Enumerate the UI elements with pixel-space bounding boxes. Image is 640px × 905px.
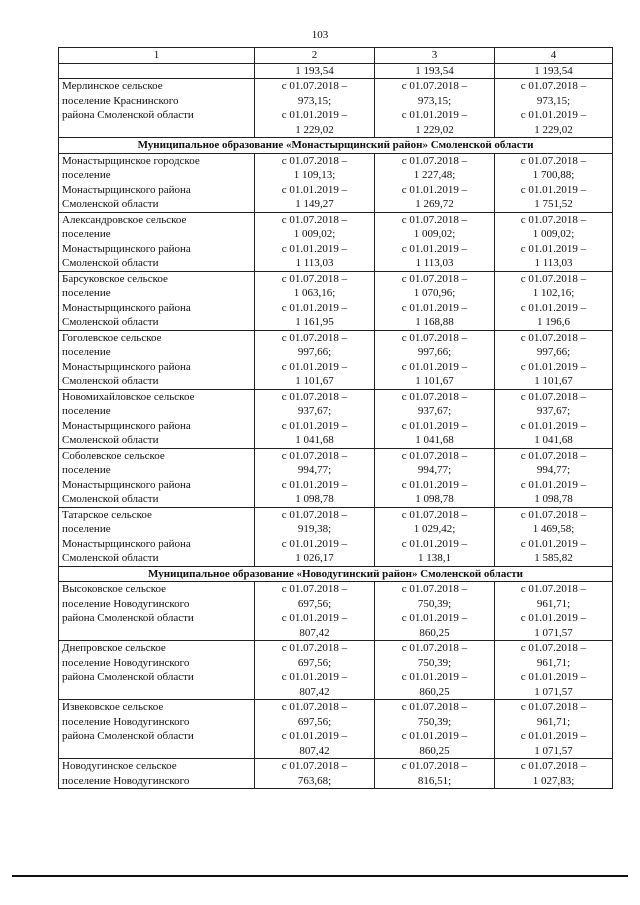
cell-line: с 01.01.2019 –	[520, 242, 587, 255]
cell-line: 1 161,95	[295, 316, 334, 328]
cell-line: с 01.01.2019 –	[281, 730, 348, 742]
cell-line: 973,15;	[417, 94, 452, 107]
cell-line: поселение	[62, 228, 111, 240]
cell-line: поселение Краснинского	[62, 94, 179, 107]
cell-line: 1 113,03	[534, 257, 573, 269]
tariff-value	[255, 582, 375, 641]
cell-line: с 01.01.2019 –	[281, 537, 348, 550]
cell-line: Мерлинское сельское	[62, 80, 163, 92]
cell-line: с 01.01.2019 –	[401, 183, 468, 196]
cell-line: с 01.01.2019 –	[401, 730, 468, 742]
cell-line: Днепровское сельское	[62, 642, 166, 654]
cell-line: района Смоленской области	[62, 671, 194, 683]
tariff-value	[495, 641, 613, 700]
cell-line: Извековское сельское	[62, 701, 164, 713]
cell-line: Монастырщинского района	[62, 537, 191, 550]
cell-line: с 01.07.2018 –	[520, 701, 587, 713]
cell-line: 1 098,78	[415, 493, 454, 505]
cell-line: 1 071,57	[534, 685, 573, 698]
cell-line: Монастырщинского района	[62, 360, 191, 373]
cell-line: с 01.07.2018 –	[281, 760, 348, 772]
column-number: 3	[375, 48, 495, 64]
cell-line: 1 229,02	[534, 123, 573, 136]
cell-line: с 01.01.2019 –	[281, 360, 348, 373]
cell-line: 1 101,67	[534, 375, 573, 387]
section-header-row	[59, 566, 613, 582]
tariff-value	[375, 212, 495, 271]
table-row	[59, 212, 613, 271]
cell-line: с 01.07.2018 –	[281, 701, 348, 713]
cell-line: с 01.07.2018 –	[520, 80, 587, 92]
cell-line: с 01.01.2019 –	[281, 109, 348, 121]
cell-line: поселение	[62, 523, 111, 535]
cell-line: с 01.07.2018 –	[520, 583, 587, 595]
settlement-name	[59, 759, 255, 789]
cell-line: поселение Новодугинского	[62, 656, 190, 669]
cell-line: 919,38;	[297, 523, 332, 535]
tariff-value	[375, 271, 495, 330]
cell-line: Александровское сельское	[62, 213, 187, 226]
tariff-value	[495, 212, 613, 271]
cell-line: с 01.01.2019 –	[520, 360, 587, 373]
cell-line: с 01.01.2019 –	[401, 242, 468, 255]
cell-line: с 01.07.2018 –	[401, 760, 468, 772]
cell-line: с 01.07.2018 –	[520, 760, 587, 772]
tariff-value	[495, 271, 613, 330]
table-row	[59, 641, 613, 700]
tariff-value	[375, 507, 495, 566]
tariff-value	[255, 330, 375, 389]
tariff-value	[255, 507, 375, 566]
cell-line: Новомихайловское сельское	[62, 390, 195, 403]
cell-line: с 01.01.2019 –	[401, 478, 468, 491]
tariff-value	[375, 582, 495, 641]
cell-line: 816,51;	[417, 774, 452, 787]
tariff-value	[255, 759, 375, 789]
tariff-value	[375, 79, 495, 138]
cell-line: с 01.07.2018 –	[281, 583, 348, 595]
cell-line: Татарское сельское	[62, 508, 152, 521]
cell-line: 1 227,48;	[413, 169, 456, 181]
bottom-rule	[12, 875, 628, 877]
cell-line: поселение Новодугинского	[62, 597, 190, 610]
cell-line: с 01.07.2018 –	[401, 583, 468, 595]
continuation-row	[59, 63, 613, 79]
cell-line: с 01.07.2018 –	[281, 642, 348, 654]
page-number: 103	[311, 29, 329, 41]
cell-line: 1 700,88;	[532, 169, 575, 181]
cell-line: с 01.01.2019 –	[520, 301, 587, 314]
table-row	[59, 389, 613, 448]
cell-line: с 01.07.2018 –	[520, 213, 587, 226]
cell-line: 860,25	[419, 685, 450, 698]
cell-line: 697,56;	[297, 715, 332, 728]
cell-line: поселение	[62, 287, 111, 299]
name-cell	[59, 63, 255, 79]
value-cell: 1 193,54	[375, 63, 495, 79]
cell-line: Монастырщинское городское	[62, 154, 200, 167]
value-cell: 1 193,54	[495, 63, 613, 79]
cell-line: 937,67;	[536, 405, 571, 417]
cell-line: с 01.07.2018 –	[401, 642, 468, 654]
tariff-value	[375, 389, 495, 448]
tariff-value	[495, 153, 613, 212]
cell-line: с 01.01.2019 –	[401, 537, 468, 550]
cell-line: с 01.07.2018 –	[281, 80, 348, 92]
cell-line: Монастырщинского района	[62, 242, 191, 255]
tariff-value	[255, 153, 375, 212]
cell-line: с 01.01.2019 –	[520, 537, 587, 550]
cell-line: с 01.01.2019 –	[401, 671, 468, 683]
cell-line: с 01.07.2018 –	[401, 213, 468, 226]
cell-line: с 01.01.2019 –	[281, 183, 348, 196]
cell-line: 1 269,72	[415, 198, 454, 210]
tariff-value	[255, 212, 375, 271]
cell-line: 1 101,67	[415, 375, 454, 387]
cell-line: с 01.07.2018 –	[281, 331, 348, 344]
cell-line: поселение	[62, 346, 111, 358]
cell-line: с 01.01.2019 –	[281, 478, 348, 491]
tariff-table-body	[59, 48, 613, 789]
cell-line: с 01.07.2018 –	[401, 390, 468, 403]
cell-line: с 01.01.2019 –	[520, 671, 587, 683]
settlement-name	[59, 582, 255, 641]
cell-line: 1 229,02	[295, 123, 334, 136]
cell-line: 1 149,27	[295, 198, 334, 210]
section-title: Муниципальное образование «Новодугинский район» Смоленской области	[59, 566, 613, 582]
table-row	[59, 153, 613, 212]
settlement-name	[59, 641, 255, 700]
cell-line: 1 102,16;	[532, 287, 575, 299]
cell-line: поселение Новодугинского	[62, 774, 190, 787]
column-number: 2	[255, 48, 375, 64]
cell-line: 1 009,02;	[413, 228, 456, 240]
cell-line: Монастырщинского района	[62, 301, 191, 314]
cell-line: 1 041,68	[295, 434, 334, 446]
tariff-value	[495, 389, 613, 448]
cell-line: с 01.07.2018 –	[401, 331, 468, 344]
cell-line: Смоленской области	[62, 257, 159, 269]
cell-line: с 01.01.2019 –	[281, 419, 348, 432]
tariff-value	[375, 448, 495, 507]
cell-line: 1 751,52	[534, 198, 573, 210]
cell-line: 807,42	[299, 685, 330, 698]
cell-line: 1 071,57	[534, 626, 573, 639]
cell-line: с 01.07.2018 –	[401, 80, 468, 92]
cell-line: с 01.01.2019 –	[520, 478, 587, 491]
cell-line: 937,67;	[297, 405, 332, 417]
tariff-value	[495, 79, 613, 138]
column-number: 4	[495, 48, 613, 64]
cell-line: 994,77;	[536, 464, 571, 476]
cell-line: 1 196,6	[537, 316, 570, 328]
cell-line: с 01.07.2018 –	[520, 331, 587, 344]
cell-line: с 01.07.2018 –	[520, 272, 587, 285]
cell-line: Смоленской области	[62, 493, 159, 505]
cell-line: 807,42	[299, 744, 330, 757]
cell-line: Смоленской области	[62, 198, 159, 210]
cell-line: с 01.07.2018 –	[401, 449, 468, 462]
cell-line: 997,66;	[297, 346, 332, 358]
tariff-value	[495, 330, 613, 389]
cell-line: 1 469,58;	[532, 523, 575, 535]
cell-line: с 01.01.2019 –	[281, 612, 348, 624]
cell-line: 750,39;	[417, 656, 452, 669]
cell-line: с 01.01.2019 –	[281, 301, 348, 314]
cell-line: с 01.07.2018 –	[401, 701, 468, 713]
tariff-value	[495, 448, 613, 507]
tariff-value	[495, 759, 613, 789]
tariff-value	[255, 79, 375, 138]
cell-line: Гоголевское сельское	[62, 331, 162, 344]
cell-line: 973,15;	[536, 94, 571, 107]
tariff-value	[495, 507, 613, 566]
table-row	[59, 79, 613, 138]
cell-line: поселение	[62, 169, 111, 181]
cell-line: с 01.07.2018 –	[401, 154, 468, 167]
cell-line: района Смоленской области	[62, 109, 194, 121]
cell-line: Монастырщинского района	[62, 183, 191, 196]
cell-line: 1 027,83;	[532, 774, 575, 787]
cell-line: 807,42	[299, 626, 330, 639]
tariff-value	[495, 700, 613, 759]
cell-line: 763,68;	[297, 774, 332, 787]
cell-line: с 01.07.2018 –	[281, 390, 348, 403]
header-row	[59, 48, 613, 64]
section-header-row	[59, 138, 613, 154]
cell-line: с 01.07.2018 –	[520, 154, 587, 167]
tariff-value	[255, 389, 375, 448]
cell-line: 1 071,57	[534, 744, 573, 757]
cell-line: Монастырщинского района	[62, 419, 191, 432]
table-row	[59, 448, 613, 507]
cell-line: 697,56;	[297, 597, 332, 610]
cell-line: 1 029,42;	[413, 523, 456, 535]
cell-line: с 01.01.2019 –	[401, 301, 468, 314]
cell-line: 750,39;	[417, 715, 452, 728]
cell-line: Смоленской области	[62, 375, 159, 387]
settlement-name	[59, 330, 255, 389]
cell-line: поселение Новодугинского	[62, 715, 190, 728]
cell-line: Смоленской области	[62, 552, 159, 564]
cell-line: 1 585,82	[534, 552, 573, 564]
tariff-value	[375, 641, 495, 700]
cell-line: 1 026,17	[295, 552, 334, 564]
cell-line: 1 041,68	[415, 434, 454, 446]
cell-line: Высоковское сельское	[62, 583, 167, 595]
column-number: 1	[59, 48, 255, 64]
settlement-name	[59, 507, 255, 566]
cell-line: с 01.01.2019 –	[401, 612, 468, 624]
settlement-name	[59, 153, 255, 212]
cell-line: 1 113,03	[415, 257, 454, 269]
cell-line: с 01.07.2018 –	[520, 642, 587, 654]
cell-line: поселение	[62, 405, 111, 417]
cell-line: с 01.07.2018 –	[281, 508, 348, 521]
cell-line: с 01.07.2018 –	[520, 390, 587, 403]
cell-line: 1 009,02;	[293, 228, 336, 240]
tariff-table	[58, 47, 613, 789]
settlement-name	[59, 212, 255, 271]
cell-line: Смоленской области	[62, 316, 159, 328]
settlement-name	[59, 448, 255, 507]
cell-line: 1 063,16;	[293, 287, 336, 299]
table-row	[59, 582, 613, 641]
cell-line: 1 101,67	[295, 375, 334, 387]
cell-line: 973,15;	[297, 94, 332, 107]
settlement-name	[59, 389, 255, 448]
table-row	[59, 700, 613, 759]
settlement-name	[59, 271, 255, 330]
cell-line: 994,77;	[297, 464, 332, 476]
cell-line: Монастырщинского района	[62, 478, 191, 491]
cell-line: 997,66;	[536, 346, 571, 358]
cell-line: 961,71;	[536, 597, 571, 610]
cell-line: 1 098,78	[534, 493, 573, 505]
tariff-value	[255, 271, 375, 330]
settlement-name	[59, 700, 255, 759]
cell-line: 1 113,03	[295, 257, 334, 269]
cell-line: Новодугинское сельское	[62, 760, 177, 772]
value-cell: 1 193,54	[255, 63, 375, 79]
cell-line: с 01.01.2019 –	[401, 419, 468, 432]
cell-line: поселение	[62, 464, 111, 476]
cell-line: Смоленской области	[62, 434, 159, 446]
cell-line: района Смоленской области	[62, 730, 194, 742]
tariff-value	[495, 582, 613, 641]
cell-line: 1 168,88	[415, 316, 454, 328]
cell-line: с 01.01.2019 –	[520, 183, 587, 196]
cell-line: 1 041,68	[534, 434, 573, 446]
cell-line: с 01.01.2019 –	[401, 360, 468, 373]
tariff-value	[375, 759, 495, 789]
cell-line: 1 098,78	[295, 493, 334, 505]
cell-line: 961,71;	[536, 715, 571, 728]
tariff-value	[375, 330, 495, 389]
cell-line: с 01.07.2018 –	[281, 272, 348, 285]
settlement-name	[59, 79, 255, 138]
cell-line: с 01.01.2019 –	[281, 242, 348, 255]
tariff-value	[255, 448, 375, 507]
cell-line: 997,66;	[417, 346, 452, 358]
cell-line: 1 229,02	[415, 123, 454, 136]
cell-line: с 01.01.2019 –	[401, 109, 468, 121]
section-title: Муниципальное образование «Монастырщинский район» Смоленской области	[59, 138, 613, 154]
cell-line: 961,71;	[536, 656, 571, 669]
tariff-value	[255, 700, 375, 759]
cell-line: с 01.01.2019 –	[520, 730, 587, 742]
cell-line: с 01.07.2018 –	[520, 508, 587, 521]
cell-line: с 01.01.2019 –	[281, 671, 348, 683]
cell-line: с 01.07.2018 –	[401, 508, 468, 521]
cell-line: с 01.01.2019 –	[520, 612, 587, 624]
cell-line: 937,67;	[417, 405, 452, 417]
cell-line: 994,77;	[417, 464, 452, 476]
tariff-value	[375, 700, 495, 759]
cell-line: с 01.07.2018 –	[520, 449, 587, 462]
cell-line: с 01.07.2018 –	[401, 272, 468, 285]
cell-line: с 01.07.2018 –	[281, 449, 348, 462]
table-row	[59, 330, 613, 389]
tariff-value	[255, 641, 375, 700]
cell-line: 1 138,1	[418, 552, 451, 564]
cell-line: с 01.01.2019 –	[520, 419, 587, 432]
cell-line: с 01.07.2018 –	[281, 213, 348, 226]
tariff-value	[375, 153, 495, 212]
cell-line: 750,39;	[417, 597, 452, 610]
cell-line: 1 009,02;	[532, 228, 575, 240]
cell-line: 697,56;	[297, 656, 332, 669]
table-row	[59, 507, 613, 566]
table-row	[59, 271, 613, 330]
cell-line: Соболевское сельское	[62, 449, 165, 462]
cell-line: Барсуковское сельское	[62, 272, 168, 285]
cell-line: 1 109,13;	[293, 169, 336, 181]
cell-line: с 01.01.2019 –	[520, 109, 587, 121]
cell-line: 1 070,96;	[413, 287, 456, 299]
cell-line: с 01.07.2018 –	[281, 154, 348, 167]
cell-line: района Смоленской области	[62, 612, 194, 624]
table-row	[59, 759, 613, 789]
cell-line: 860,25	[419, 744, 450, 757]
cell-line: 860,25	[419, 626, 450, 639]
